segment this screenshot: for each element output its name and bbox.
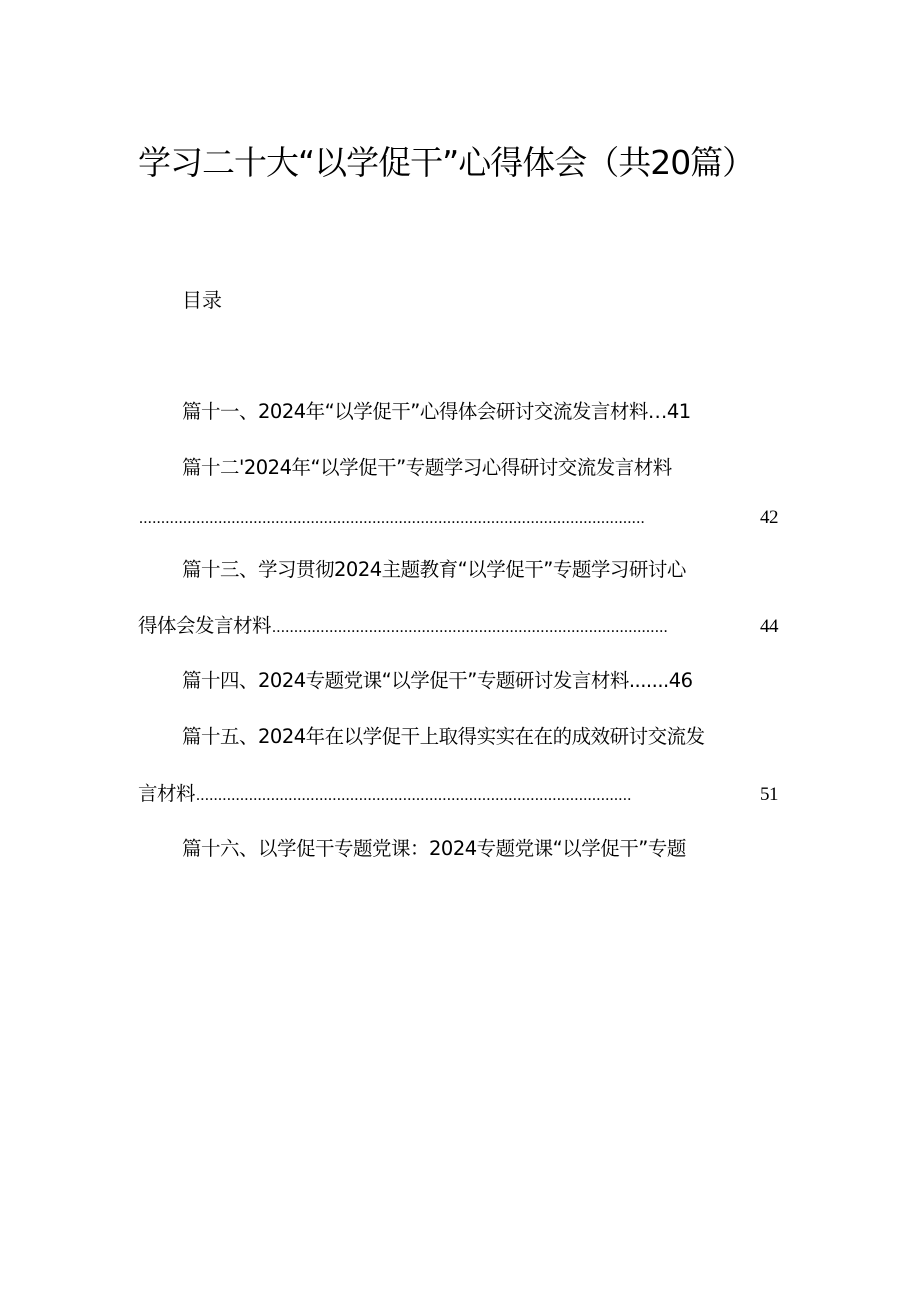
toc-entry-15-continuation[interactable]: [138, 779, 778, 809]
toc-entry-15-text: 篇十五、2024年在以学促干上取得实实在在的成效研讨交流发: [182, 725, 705, 748]
document-title: 学习二十大“以学促干”心得体会（共20篇）: [138, 143, 755, 182]
toc-entry-13-continuation[interactable]: [138, 611, 778, 641]
toc-heading: 目录: [182, 288, 222, 312]
toc-entry-15-page-number: 51: [760, 784, 778, 805]
toc-entry-12-page-number: 42: [760, 507, 778, 528]
toc-entry-14[interactable]: [182, 666, 693, 696]
toc-entry-16[interactable]: [182, 834, 686, 864]
toc-entry-15-leader-dots: ...................................................................................................: [196, 787, 632, 804]
toc-entry-15-text-cont: 言材料: [138, 782, 196, 805]
toc-entry-11-text: 篇十一、2024年“以学促干”心得体会研讨交流发言材料…41: [182, 400, 691, 423]
toc-entry-12-continuation[interactable]: [138, 503, 778, 533]
toc-entry-12-text: 篇十二'2024年“以学促干”专题学习心得研讨交流发言材料: [182, 456, 672, 479]
toc-entry-12[interactable]: [182, 453, 672, 483]
toc-entry-16-text: 篇十六、以学促干专题党课：2024专题党课“以学促干”专题: [182, 837, 686, 860]
toc-entry-14-text: 篇十四、2024专题党课“以学促干”专题研讨发言材料.......46: [182, 669, 693, 692]
toc-entry-15[interactable]: [182, 722, 705, 752]
toc-entry-13-page-number: 44: [760, 616, 778, 637]
toc-entry-13-text: 篇十三、学习贯彻2024主题教育“以学促干”专题学习研讨心: [182, 558, 686, 581]
toc-entry-11[interactable]: [182, 397, 691, 427]
toc-entry-12-leader-dots: ...................................................................................................................: [139, 510, 645, 527]
toc-entry-13-text-cont: 得体会发言材料: [138, 614, 272, 637]
toc-entry-13[interactable]: [182, 555, 686, 585]
toc-entry-13-leader-dots: ..........................................................................................: [272, 619, 669, 636]
